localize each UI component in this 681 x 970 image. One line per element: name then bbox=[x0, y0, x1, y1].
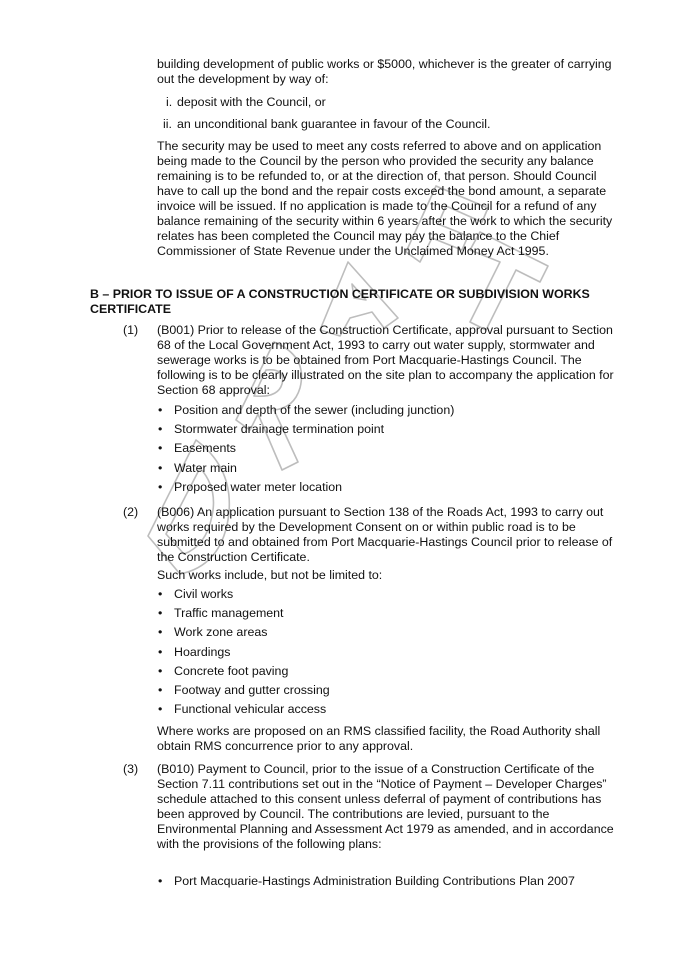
list-item: • Hoardings bbox=[158, 644, 231, 659]
bullet-list bbox=[157, 874, 617, 889]
security-paragraph: The security may be used to meet any costs referred to above and on application being made to the Council by the person who provided the security any balance remaining is to be refunded to, or at the direction of, that person. Should Council have to call up the bond and the repair costs exceed the bond amount, a separate invoice will be issued. If no application is made to the Council for a refund of any balance remaining of the security within 6 years after the work to which the security relates has been completed the Council may pay the balance to the Chief Commissioner of State Revenue under the Unclaimed Money Act 1995. bbox=[157, 139, 613, 258]
list-item: • Concrete foot paving bbox=[158, 663, 289, 678]
condition-lead: Such works include, but not be limited to: bbox=[157, 568, 383, 582]
condition-text: (B010) Payment to Council, prior to the issue of a Construction Certificate of the Section 7.11 contributions set out in the “Notice of Payment – Developer Charges” schedule attached to this consent unless deferral of payment of contributions has been approved by Council. The contributions are levied, pursuant to the Environmental Planning and Assessment Act 1979 as amended, and in accordance with the provisions of the following plans: bbox=[157, 762, 614, 851]
section-heading: B – PRIOR TO ISSUE OF A CONSTRUCTION CERTIFICATE OR SUBDIVISION WORKS CERTIFICATE bbox=[90, 287, 590, 316]
condition-number: (2) bbox=[123, 505, 139, 519]
option-marker: ii. bbox=[163, 117, 172, 131]
list-item: • Footway and gutter crossing bbox=[158, 682, 330, 697]
option-marker: i. bbox=[166, 95, 173, 109]
condition-text: (B006) An application pursuant to Section 138 of the Roads Act, 1993 to carry out works required by the Development Consent on or within public road is to be submitted to and obtained from Port Macquarie-Hastings Council prior to release of the Construction Certificate. bbox=[157, 505, 613, 564]
condition-number: (1) bbox=[123, 323, 139, 337]
list-item: • Stormwater drainage termination point bbox=[158, 422, 385, 437]
list-item: • Position and depth of the sewer (including junction) bbox=[158, 403, 455, 417]
bullet-list bbox=[157, 403, 617, 499]
intro-paragraph: building development of public works or $5000, whichever is the greater of carrying out the development by way of: bbox=[157, 57, 612, 86]
option-text: an unconditional bank guarantee in favour of the Council. bbox=[177, 117, 491, 131]
condition-note: Where works are proposed on an RMS classified facility, the Road Authority shall obtain RMS concurrence prior to any approval. bbox=[157, 724, 601, 753]
list-item: • Water main bbox=[158, 460, 237, 475]
condition-number: (3) bbox=[123, 762, 139, 776]
bullet-list bbox=[157, 587, 617, 721]
list-item: • Proposed water meter location bbox=[158, 479, 343, 494]
condition-text: (B001) Prior to release of the Construction Certificate, approval pursuant to Section 68 of the Local Government Act, 1993 to carry out water supply, stormwater and sewerage works is to be obtained from Port Macquarie-Hastings Council. The following is to be clearly illustrated on the site plan to accompany the application for Section 68 approval: bbox=[157, 323, 614, 397]
list-item: • Work zone areas bbox=[158, 625, 268, 640]
list-item: • Civil works bbox=[158, 587, 234, 601]
list-item: • Port Macquarie-Hastings Administration Building Contributions Plan 2007 bbox=[158, 874, 575, 888]
option-text: deposit with the Council, or bbox=[177, 95, 326, 109]
list-item: • Traffic management bbox=[158, 606, 284, 621]
list-item: • Functional vehicular access bbox=[158, 702, 327, 717]
list-item: • Easements bbox=[158, 441, 236, 456]
